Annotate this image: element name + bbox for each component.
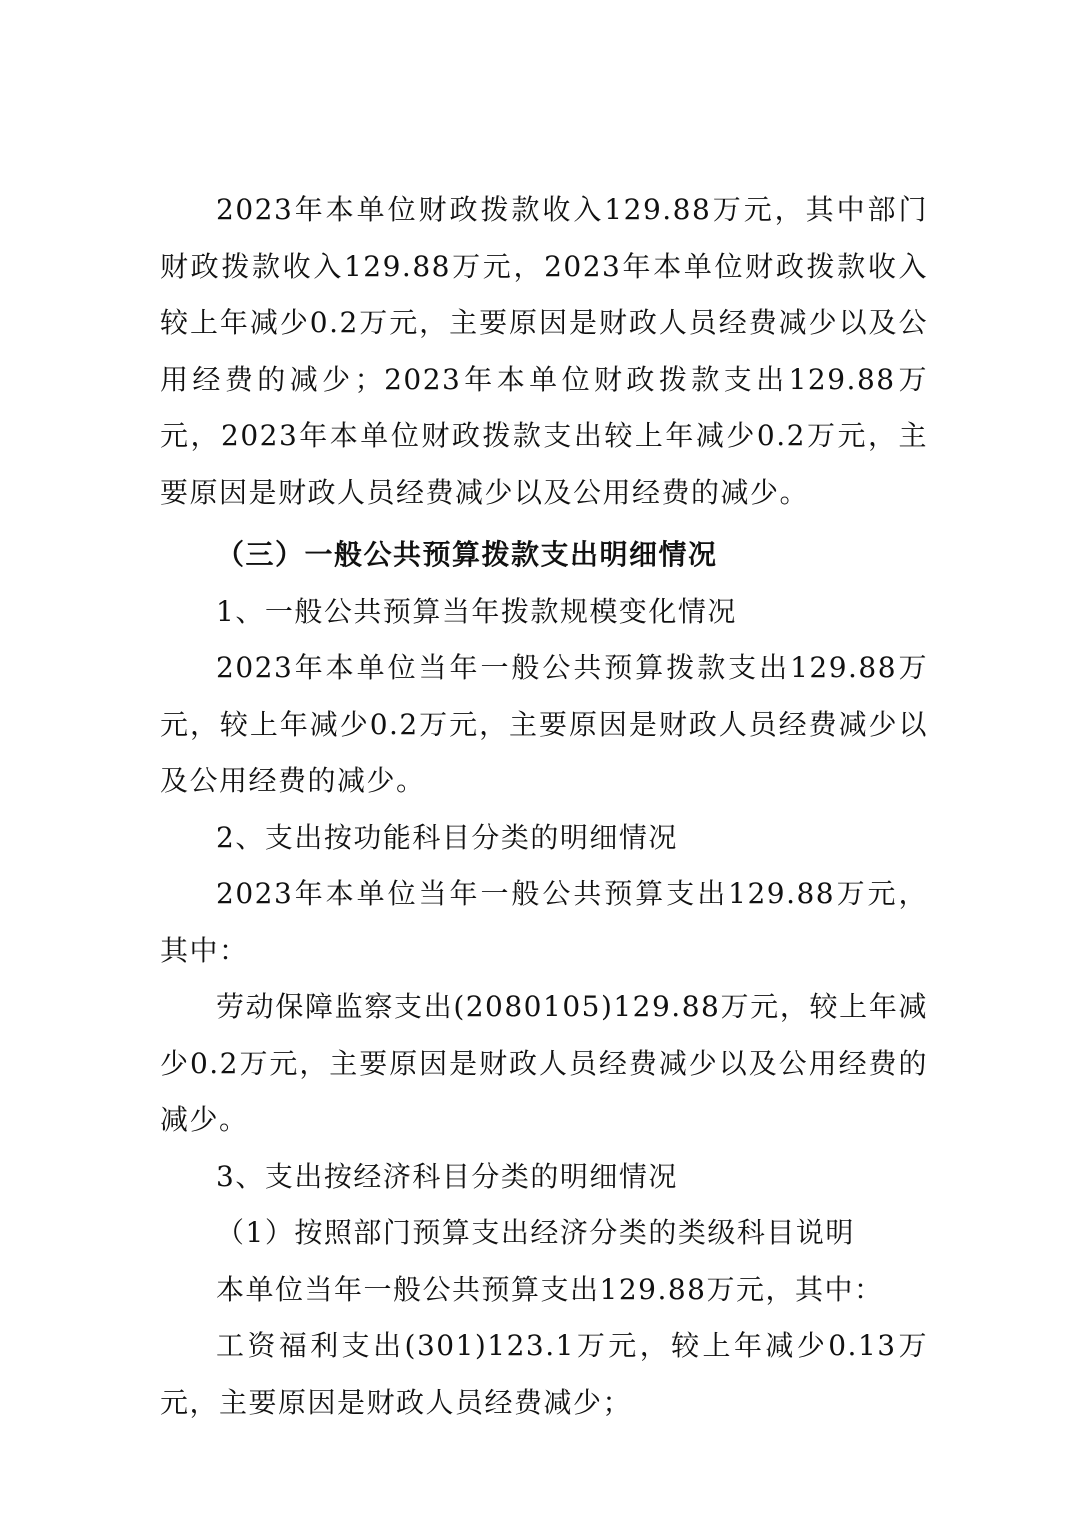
- paragraph-appropriation-scale: 2023年本单位当年一般公共预算拨款支出129.88万元，较上年减少0.2万元，主要原因是财政人员经费减少以及公用经费的减少。: [160, 651, 928, 797]
- paragraph-salary-welfare: 工资福利支出(301)123.1万元，较上年减少0.13万元，主要原因是财政人员经费减少；: [160, 1329, 928, 1419]
- paragraph-revenue-expenditure: 2023年本单位财政拨款收入129.88万元，其中部门财政拨款收入129.88万元，2023年本单位财政拨款收入较上年减少0.2万元，主要原因是财政人员经费减少以及公用经费的减少；2023年本单位财政拨款支出129.88万元，2023年本单位财政拨款支出较上年减少0.2万元，主要原因是财政人员经费减少以及公用经费的减少。: [160, 193, 928, 509]
- paragraph-labor-supervision: 劳动保障监察支出(2080105)129.88万元，较上年减少0.2万元，主要原因是财政人员经费减少以及公用经费的减少。: [160, 990, 928, 1136]
- paragraph-economic-total: 本单位当年一般公共预算支出129.88万元，其中：: [216, 1272, 884, 1306]
- subheading-3: 3、支出按经济科目分类的明细情况: [216, 1159, 678, 1193]
- document-page: [160, 182, 928, 1431]
- paragraph-function-total: 2023年本单位当年一般公共预算支出129.88万元，其中：: [160, 877, 928, 967]
- subheading-1: 1、一般公共预算当年拨款规模变化情况: [216, 594, 737, 628]
- subheading-3-1: （1）按照部门预算支出经济分类的类级科目说明: [216, 1216, 855, 1249]
- section-heading-3: （三）一般公共预算拨款支出明细情况: [216, 538, 718, 571]
- subheading-2: 2、支出按功能科目分类的明细情况: [216, 820, 678, 854]
